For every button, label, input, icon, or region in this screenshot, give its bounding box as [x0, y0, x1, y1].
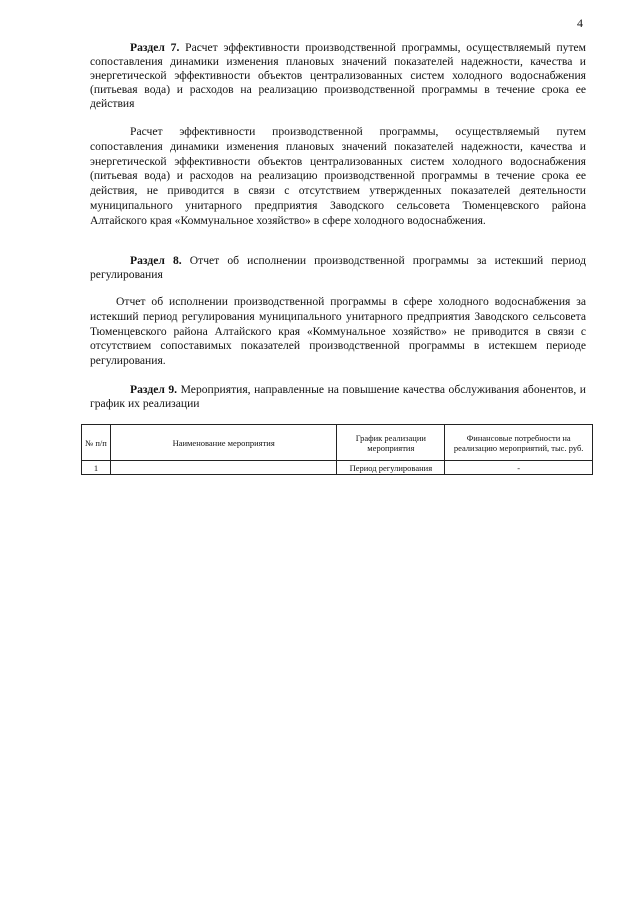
section-8-heading	[90, 254, 586, 282]
cell-finance: -	[445, 461, 593, 475]
section-8-title: Отчет об исполнении производственной программы за истекший период регулирования	[90, 254, 587, 281]
page-number: 4	[577, 16, 583, 30]
cell-num: 1	[82, 461, 111, 475]
section-7-title: Расчет эффективности производственной программы, осуществляемый путем сопоставления динамики изменения плановых значений показателей надежности, качества и энергетической эффективности объектов централизованных систем холодного водоснабжения (питьевая вода) и расходов на реализацию производственной программы в течение срока ее действия	[90, 41, 586, 110]
section-7-heading	[90, 41, 586, 111]
section-9-title: Мероприятия, направленные на повышение качества обслуживания абонентов, и график их реализации	[90, 383, 587, 410]
header-num: № п/п	[82, 425, 111, 461]
table-row	[82, 461, 593, 475]
table-header-row	[82, 425, 593, 461]
section-8-paragraph: Отчет об исполнении производственной программы в сфере холодного водоснабжения за истекший период регулирования муниципального унитарного предприятия Заводского сельсовета Тюменцевского района Алтайского края «Коммунальное хозяйство» не приводится в связи с отсутствием сопоставимых показателей производственной программы в истекшем периоде регулирования.	[90, 295, 586, 368]
section-9-label: Раздел 9.	[130, 383, 178, 396]
section-7-paragraph: Расчет эффективности производственной программы, осуществляемый путем сопоставления динамики изменения плановых значений показателей надежности, качества и энергетической эффективности объектов централизованных систем холодного водоснабжения (питьевая вода) и расходов на реализацию производственной программы в течение срока ее действия, не приводится в связи с отсутствием утвержденных показателей деятельности муниципального унитарного предприятия Заводского сельсовета Тюменцевского района Алтайского края «Коммунальное хозяйство» в сфере холодного водоснабжения.	[90, 125, 586, 227]
header-finance: Финансовые потребности на реализацию мероприятий, тыс. руб.	[445, 425, 593, 461]
cell-schedule: Период регулирования	[337, 461, 445, 475]
section-8-label: Раздел 8.	[130, 254, 182, 267]
header-name: Наименование мероприятия	[110, 425, 336, 461]
section-9-heading	[90, 383, 586, 411]
section-7-label: Раздел 7.	[130, 41, 180, 54]
header-schedule: График реализации мероприятия	[337, 425, 445, 461]
events-table	[81, 424, 593, 475]
cell-name	[110, 461, 336, 475]
